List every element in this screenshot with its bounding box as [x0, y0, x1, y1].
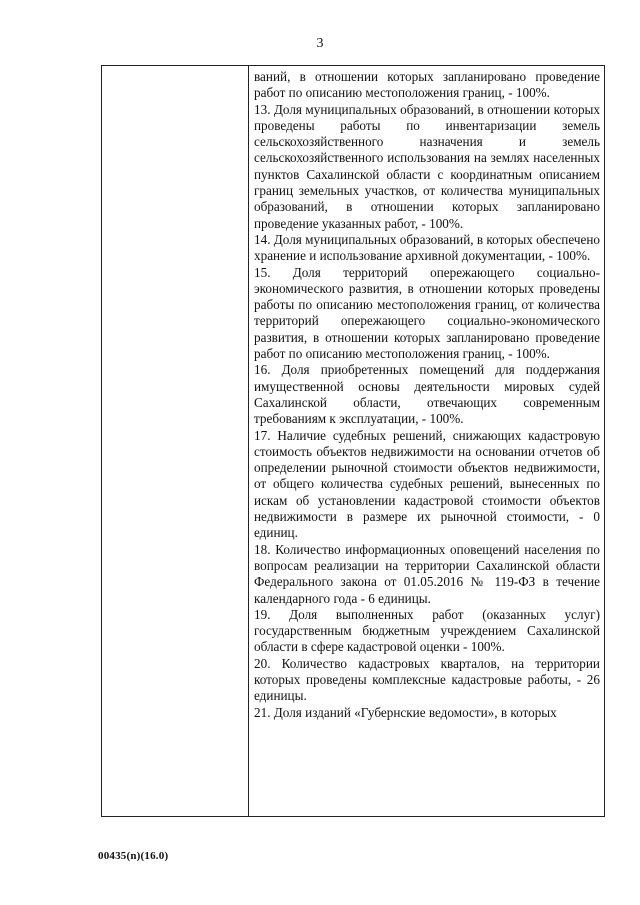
indicator-cell: [254, 69, 600, 721]
indicator-paragraph: 14. Доля муниципальных образований, в которых обеспечено хранение и использование архивной документации, - 100%.: [254, 231, 600, 264]
page-number: 3: [316, 36, 324, 51]
indicator-paragraph: 19. Доля выполненных работ (оказанных услуг) государственным бюджетным учреждением Сахалинской области в сфере кадастровой оценки - 100%.: [254, 606, 600, 655]
document-code: 00435(n)(16.0): [98, 850, 169, 862]
indicator-paragraph: 21. Доля изданий «Губернские ведомости», в которых: [254, 704, 557, 720]
indicator-paragraph: 16. Доля приобретенных помещений для поддержания имущественной основы деятельности мировых судей Сахалинской области, отвечающих современным требованиям к эксплуатации, - 100%.: [254, 362, 600, 427]
indicator-paragraph: 17. Наличие судебных решений, снижающих кадастровую стоимость объектов недвижимости на основании отчетов об определении рыночной стоимости объектов недвижимости, от общего количества судебных решений, вынесенных по искам об установлении кадастровой стоимости объектов недвижимости в размере их рыночной стоимости, - 0 единиц.: [254, 427, 600, 541]
indicator-paragraph: ваний, в отношении которых запланировано проведение работ по описанию местоположения границ, - 100%.: [254, 69, 600, 101]
column-divider: [248, 66, 249, 816]
indicator-paragraph: 18. Количество информационных оповещений населения по вопросам реализации на территории Сахалинской области Федерального закона от 01.05.2016 № 119-ФЗ в течение календарного года - 6 единицы.: [254, 541, 600, 606]
indicator-paragraph: 13. Доля муниципальных образований, в отношении которых проведены работы по инвентаризации земель сельскохозяйственного назначения и земель сельскохозяйственного использования на землях населенных пунктов Сахалинской области с координатным описанием границ земельных участков, от количества муниципальных образований, в отношении которых запланировано проведение указанных работ, - 100%.: [254, 101, 600, 231]
indicator-paragraph: 20. Количество кадастровых кварталов, на территории которых проведены комплексные кадастровые работы, - 26 единицы.: [254, 655, 600, 704]
indicator-paragraph: 15. Доля территорий опережающего социально-экономического развития, в отношении которых проведены работы по описанию местоположения границ, от количества территорий опережающего социально-экономического развития, в отношении которых запланировано проведение работ по описанию местоположения границ, - 100%.: [254, 264, 600, 362]
indicator-table: [101, 65, 605, 817]
